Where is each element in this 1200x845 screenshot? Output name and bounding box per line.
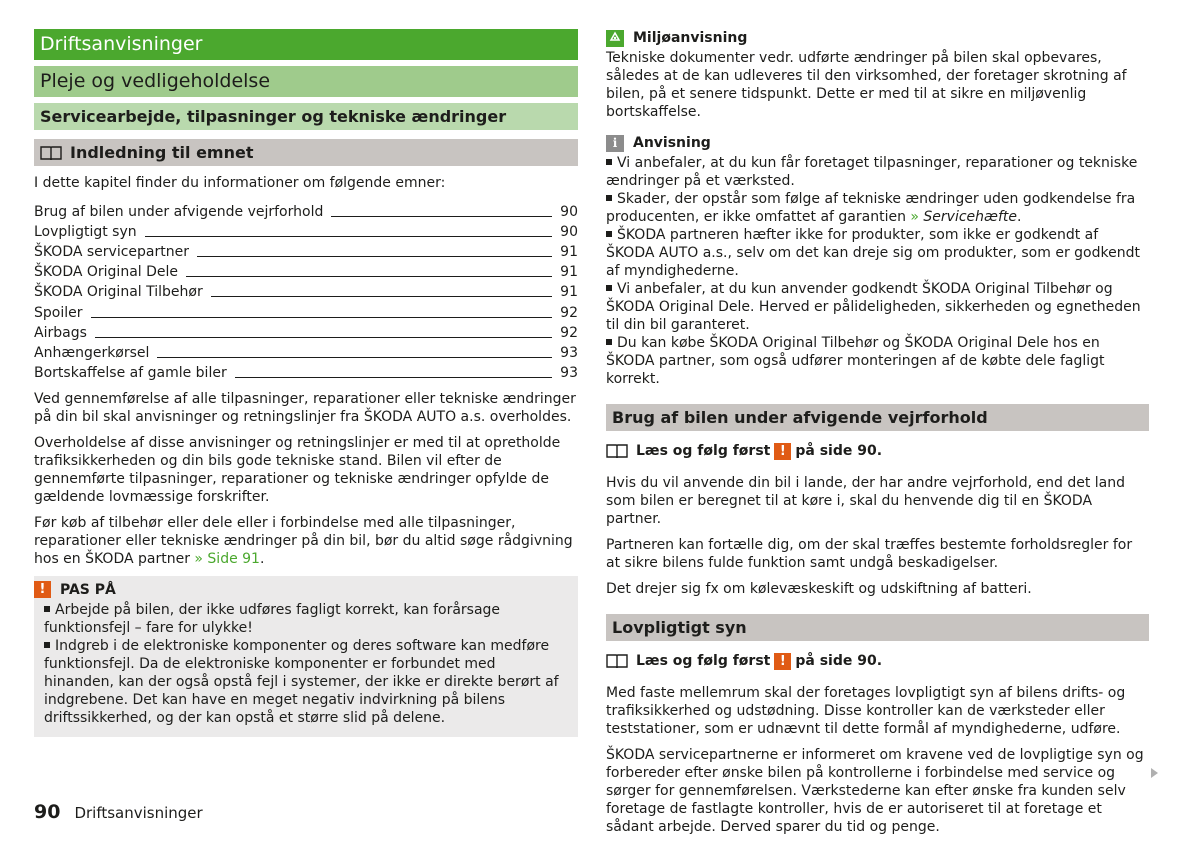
note-item: Skader, der opstår som følge af tekniske ændringer uden godkendelse fra producenten, er ikke omfattet af garantien » Servicehæfte. — [606, 191, 1136, 225]
topic-item[interactable]: Spoiler 92 — [34, 304, 578, 321]
intro-text: I dette kapitel finder du informationer om følgende emner: — [34, 175, 446, 191]
book-icon — [606, 443, 628, 459]
book-icon — [606, 653, 628, 669]
topic-item[interactable]: ŠKODA Original Tilbehør 91 — [34, 284, 578, 301]
topic-list — [34, 201, 578, 382]
warning-item: Arbejde på bilen, der ikke udføres fagligt korrekt, kan forårsage funktionsfejl – fare for ulykke! — [44, 601, 501, 636]
right-column — [606, 29, 1149, 844]
topic-item[interactable]: ŠKODA servicepartner 91 — [34, 244, 578, 261]
eco-text: Tekniske dokumenter vedr. udførte ændringer på bilen skal opbevares, således at de kan udleveres til den virksomhed, der foretager skrotning af bilen, på et senere tidspunkt. Dette er med til at sikre en miljøvenlig bortskaffelse. — [606, 50, 1127, 120]
paragraph: Det drejer sig fx om kølevæskeskift og udskiftning af batteri. — [606, 581, 1032, 597]
page-link[interactable]: » Side 91 — [194, 550, 260, 567]
footer-chapter: Driftsanvisninger — [74, 804, 203, 822]
recycle-icon — [606, 30, 624, 47]
topic-item[interactable]: Airbags 92 — [34, 324, 578, 341]
topic-item[interactable]: Bortskaffelse af gamle biler 93 — [34, 364, 578, 381]
subsection-heading: Servicearbejde, tilpasninger og tekniske ændringer — [34, 103, 578, 130]
warning-icon: ! — [774, 443, 791, 460]
service-link[interactable]: » — [910, 209, 924, 225]
paragraph: Partneren kan fortælle dig, om der skal træffes bestemte forholdsregler for at sikre bilens fulde funktion samt undgå beskadigelser. — [606, 537, 1133, 571]
topic-item[interactable]: Brug af bilen under afvigende vejrforhold 90 — [34, 204, 578, 221]
page-footer — [34, 803, 203, 822]
note-list — [606, 154, 1149, 388]
chapter-heading: Driftsanvisninger — [34, 29, 578, 60]
paragraph: Hvis du vil anvende din bil i lande, der har andre vejrforhold, end det land som bilen er beregnet til at køre i, skal du henvende dig til en ŠKODA partner. — [606, 475, 1126, 527]
paragraph: Overholdelse af disse anvisninger og retningslinjer er med til at opretholde trafiksikkerheden og din bils gode tekniske stand. Bilen vil efter de gennemførte tilpasninger, reparationer og tekniske ændringer opfylde de gældende lovmæssige forskrifter. — [34, 434, 561, 505]
note-item: ŠKODA partneren hæfter ikke for produkter, som ikke er godkendt af ŠKODA AUTO a.s., selv om det kan dreje sig om produkter, som er godkendt af myndighederne. — [606, 227, 1140, 279]
warning-icon: ! — [34, 581, 51, 598]
section-heading: Pleje og vedligeholdelse — [34, 66, 578, 97]
paragraph: Ved gennemførelse af alle tilpasninger, reparationer eller tekniske ændringer på din bil skal anvisninger og retningslinjer fra ŠKODA AUTO a.s. overholdes. — [34, 390, 576, 425]
inspection-section-heading: Lovpligtigt syn — [606, 614, 1149, 641]
read-first-notice: Læs og følg først ! på side 90. — [606, 442, 1149, 460]
info-icon: i — [606, 135, 624, 152]
paragraph: Med faste mellemrum skal der foretages lovpligtigt syn af bilens drifts- og trafiksikkerhed og udstødning. Disse kontroller kan de værksteder eller teststationer, som er udnævnt til dette formål af myndighederne, udføre. — [606, 685, 1126, 737]
intro-heading-label: Indledning til emnet — [70, 143, 254, 162]
note-item: Vi anbefaler, at du kun får foretaget tilpasninger, reparationer og tekniske ændringer på et værksted. — [606, 155, 1138, 189]
paragraph: ŠKODA servicepartnerne er informeret om kravene ved de lovpligtige syn og forbereder efter ønske bilen på kontrollerne i forbindelse med service og sørger for gennemførelsen. Værkstederne kan efter ønske fra kunden selv foretage de fastlagte kontroller, hvis de er autoriseret til at foretage et sådant arbejde. Derved sparer du tid og penge. — [606, 747, 1144, 835]
intro-heading — [34, 139, 578, 166]
warning-icon: ! — [774, 653, 791, 670]
topic-item[interactable]: ŠKODA Original Dele 91 — [34, 264, 578, 281]
note-heading: i Anvisning — [606, 134, 1149, 152]
topic-item[interactable]: Lovpligtigt syn 90 — [34, 224, 578, 241]
book-icon — [40, 145, 62, 161]
read-first-notice: Læs og følg først ! på side 90. — [606, 652, 1149, 670]
note-item: Du kan købe ŠKODA Original Tilbehør og ŠKODA Original Dele hos en ŠKODA partner, som også udfører monteringen af de købte dele fagligt korrekt. — [606, 335, 1105, 387]
warning-heading: ! PAS PÅ — [34, 581, 568, 599]
warning-box — [34, 576, 578, 737]
page-number: 90 — [34, 801, 61, 823]
eco-heading: Miljøanvisning — [606, 29, 1149, 47]
warning-item: Indgreb i de elektroniske komponenter og deres software kan medføre funktionsfejl. Da de elektroniske komponenter er forbundet med hinanden, kan der også opstå fejl i systemer, der ikke er direkte berørt af indgrebene. Det kan have en meget negativ indvirkning på bilens driftssikkerhed, og der kan opstå et større slid på delene. — [44, 637, 559, 726]
weather-section-heading: Brug af bilen under afvigende vejrforhold — [606, 404, 1149, 431]
continue-arrow-icon — [1151, 768, 1158, 778]
topic-item[interactable]: Anhængerkørsel 93 — [34, 344, 578, 361]
note-item: Vi anbefaler, at du kun anvender godkendt ŠKODA Original Tilbehør og ŠKODA Original Dele. Herved er pålideligheden, sikkerheden og egnetheden til din bil garanteret. — [606, 281, 1141, 333]
paragraph: Før køb af tilbehør eller dele eller i forbindelse med alle tilpasninger, reparationer eller tekniske ændringer på din bil, bør du altid søge rådgivning hos en ŠKODA partner » Side 91. — [34, 514, 573, 567]
left-column — [34, 29, 578, 737]
